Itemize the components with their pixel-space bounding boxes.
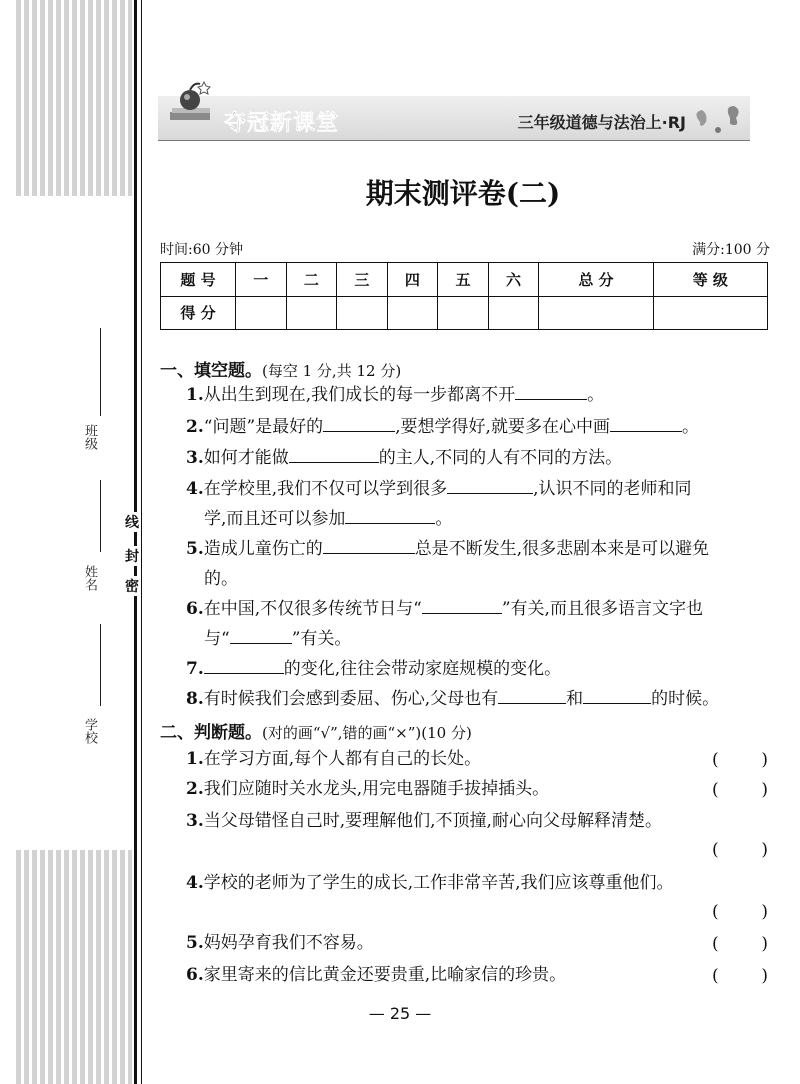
seal-char-feng: 封	[124, 546, 140, 566]
answer-parentheses[interactable]: ( )	[712, 934, 768, 954]
exam-meta	[160, 239, 770, 259]
section-note: (每空 1 分,共 12 分)	[262, 362, 402, 380]
question-2-4: 4.学校的老师为了学生的成长,工作非常辛苦,我们应该尊重他们。	[186, 873, 674, 893]
header-band	[158, 96, 750, 141]
table-header-cell: 总 分	[539, 263, 653, 297]
table-header-cell: 三	[337, 263, 388, 297]
seal-char-mi: 密	[124, 576, 140, 596]
table-header-cell: 四	[387, 263, 438, 297]
answer-blank[interactable]	[583, 685, 651, 704]
section-fill-blank-heading	[160, 356, 401, 381]
question-1-6: 6.在中国,不仅很多传统节日与“ ”有关,而且很多语言文字也 与“ ”有关。	[186, 594, 770, 654]
brand-name: 夺冠新课堂	[224, 111, 340, 136]
score-cell[interactable]	[387, 296, 438, 330]
answer-blank[interactable]	[323, 535, 415, 554]
score-cell[interactable]	[286, 296, 337, 330]
table-header-cell: 六	[488, 263, 539, 297]
gutter-stripes-top	[16, 0, 132, 196]
butterfly-decoration-icon	[690, 100, 746, 140]
question-2-3: 3.当父母错怪自己时,要理解他们,不顶撞,耐心向父母解释清楚。	[186, 811, 662, 831]
answer-parentheses[interactable]: ( )	[712, 902, 768, 922]
table-header-cell: 一	[236, 263, 287, 297]
question-2-5: 5.妈妈孕育我们不容易。	[186, 933, 374, 953]
binding-line-thick	[134, 0, 137, 1084]
full-score: 满分:100 分	[692, 242, 770, 258]
score-cell[interactable]	[488, 296, 539, 330]
score-table-score-row	[161, 296, 768, 330]
answer-blank[interactable]	[230, 625, 292, 644]
question-1-4: 4.在学校里,我们不仅可以学到很多 ,认识不同的老师和同 学,而且还可以参加 。	[186, 474, 770, 534]
subject-label: 三年级道德与法治上·RJ	[517, 113, 686, 132]
class-blank	[100, 328, 101, 416]
question-2-2: 2.我们应随时关水龙头,用完电器随手拔掉插头。	[186, 779, 550, 799]
page-number: — 25 —	[368, 1004, 432, 1023]
score-cell[interactable]	[653, 296, 767, 330]
answer-parentheses[interactable]: ( )	[712, 966, 768, 986]
section-title: 一、填空题。	[160, 361, 262, 381]
answer-blank[interactable]	[422, 595, 502, 614]
section-true-false-heading	[160, 718, 472, 743]
name-blank	[100, 480, 101, 552]
question-1-3: 3.如何才能做 的主人,不同的人有不同的方法。	[186, 443, 770, 473]
question-1-8: 8.有时候我们会感到委屈、伤心,父母也有 和 的时候。	[186, 684, 770, 714]
binding-line-thin	[141, 0, 142, 1084]
answer-blank[interactable]	[289, 444, 379, 463]
question-1-7: 7. 的变化,往往会带动家庭规模的变化。	[186, 654, 770, 684]
score-table-header-row	[161, 263, 768, 297]
question-2-1: 1.在学习方面,每个人都有自己的长处。	[186, 749, 482, 769]
section-title: 二、判断题。	[160, 723, 262, 743]
table-header-cell: 等 级	[653, 263, 767, 297]
question-2-6: 6.家里寄来的信比黄金还要贵重,比喻家信的珍贵。	[186, 965, 567, 985]
answer-parentheses[interactable]: ( )	[712, 780, 768, 800]
score-cell[interactable]	[539, 296, 653, 330]
score-cell[interactable]	[337, 296, 388, 330]
answer-blank[interactable]	[515, 381, 587, 400]
answer-parentheses[interactable]: ( )	[712, 750, 768, 770]
table-header-cell: 二	[286, 263, 337, 297]
answer-blank[interactable]	[447, 475, 533, 494]
answer-blank[interactable]	[610, 413, 682, 432]
section-note: (对的画“√”,错的画“×”)(10 分)	[262, 724, 472, 742]
apple-book-logo-icon	[166, 78, 216, 128]
answer-blank[interactable]	[323, 413, 395, 432]
score-cell[interactable]	[236, 296, 287, 330]
score-row-label: 得 分	[161, 296, 236, 330]
name-label: 姓名	[82, 565, 97, 591]
table-header-cell: 题 号	[161, 263, 236, 297]
answer-blank[interactable]	[204, 655, 284, 674]
table-header-cell: 五	[438, 263, 489, 297]
score-table	[160, 262, 768, 330]
question-1-1: 1.从出生到现在,我们成长的每一步都离不开 。	[186, 380, 770, 410]
seal-char-xian: 线	[124, 512, 140, 532]
answer-blank[interactable]	[345, 505, 435, 524]
school-blank	[100, 624, 101, 706]
question-1-5: 5.造成儿童伤亡的 总是不断发生,很多悲剧本来是可以避免 的。	[186, 534, 770, 594]
class-label: 班级	[82, 424, 97, 450]
question-1-2: 2.“问题”是最好的 ,要想学得好,就要多在心中画 。	[186, 412, 770, 442]
answer-blank[interactable]	[498, 685, 566, 704]
score-cell[interactable]	[438, 296, 489, 330]
time-limit: 时间:60 分钟	[160, 242, 243, 258]
answer-parentheses[interactable]: ( )	[712, 840, 768, 860]
school-label: 学校	[82, 718, 97, 744]
gutter-stripes-bottom	[16, 850, 132, 1084]
exam-title: 期末测评卷(二)	[365, 177, 561, 210]
